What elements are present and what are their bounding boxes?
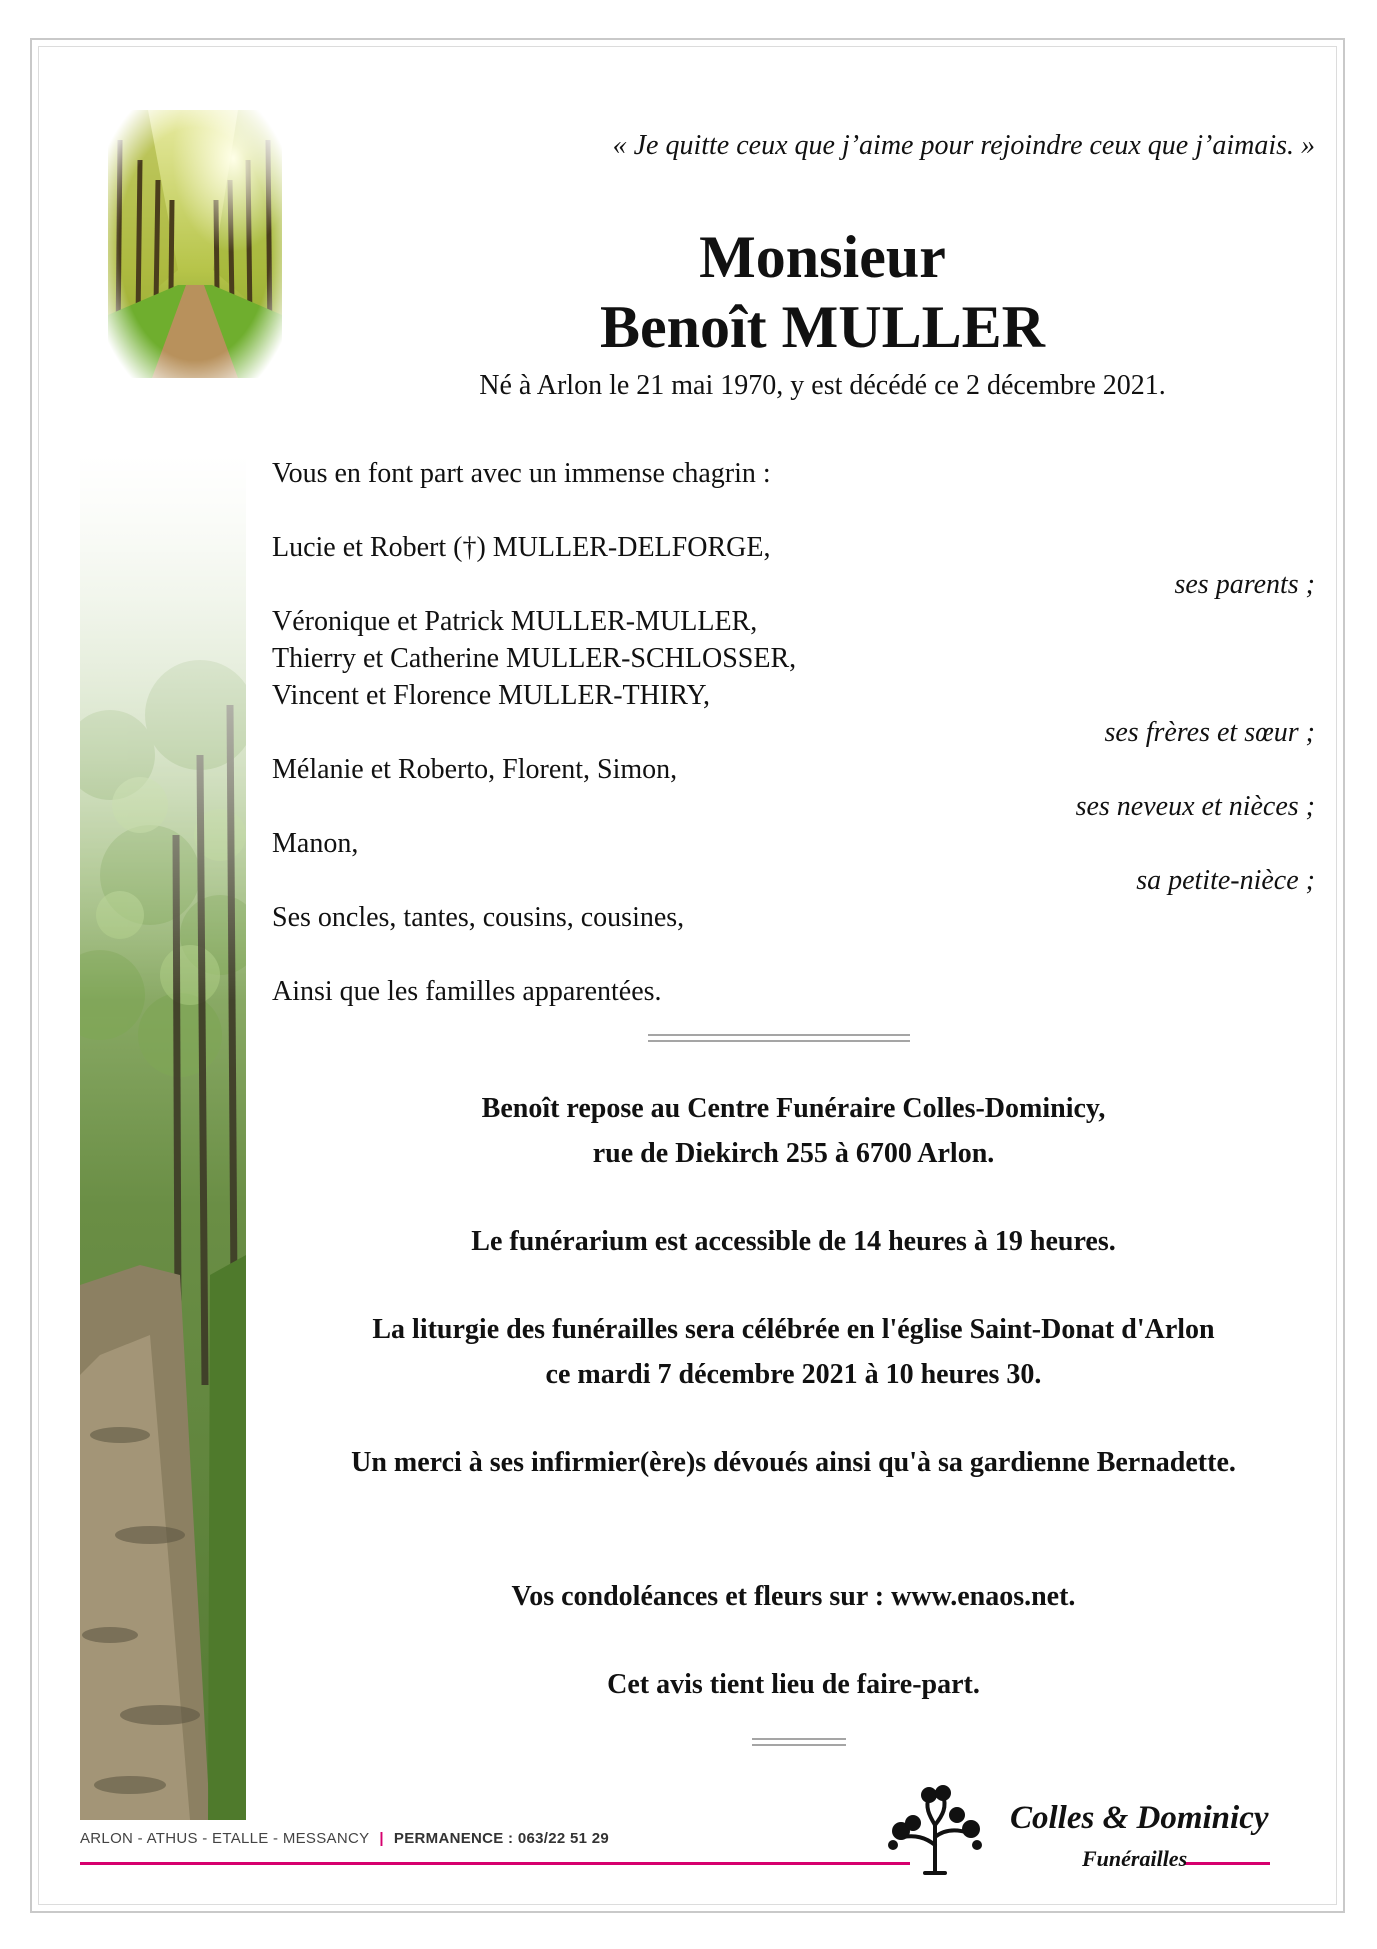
siblings-relation: ses frères et sœur ; <box>1104 717 1315 748</box>
liturgy-line-1: La liturgie des funérailles sera célébrée en l'église Saint-Donat d'Arlon <box>372 1314 1215 1345</box>
siblings-line-2: Thierry et Catherine MULLER-SCHLOSSER, <box>272 643 797 674</box>
siblings-line-1: Véronique et Patrick MULLER-MULLER, <box>272 606 758 637</box>
deceased-name <box>350 222 1295 362</box>
nephews-names: Mélanie et Roberto, Florent, Simon, <box>272 754 678 785</box>
divider-top <box>648 1034 910 1042</box>
avenue-photo <box>108 110 282 378</box>
siblings-line-3: Vincent et Florence MULLER-THIRY, <box>272 680 710 711</box>
grandniece-relation: sa petite-nièce ; <box>1136 865 1315 896</box>
visiting-hours: Le funérarium est accessible de 14 heures à 19 heures. <box>471 1226 1116 1257</box>
quote: « Je quitte ceux que j’aime pour rejoindre ceux que j’aimais. » <box>612 130 1315 161</box>
footer-accent-line-right <box>1185 1862 1270 1865</box>
thanks-line: Un merci à ses infirmier(ère)s dévoués ainsi qu'à sa gardienne Bernadette. <box>351 1447 1236 1478</box>
forest-path-photo <box>80 455 246 1820</box>
nephews-relation: ses neveux et nièces ; <box>1075 791 1315 822</box>
footer-separator: | <box>379 1830 384 1847</box>
notice-line: Cet avis tient lieu de faire-part. <box>607 1669 980 1700</box>
title-full-name: Benoît MULLER <box>599 294 1046 360</box>
parents-relation: ses parents ; <box>1174 569 1315 600</box>
birth-death-dates: Né à Arlon le 21 mai 1970, y est décédé ce 2 décembre 2021. <box>479 370 1166 401</box>
related-families: Ainsi que les familles apparentées. <box>272 976 662 1007</box>
condolences-line: Vos condoléances et fleurs sur : www.enaos.net. <box>511 1581 1076 1612</box>
footer-accent-line <box>80 1862 910 1865</box>
uncles-aunts: Ses oncles, tantes, cousins, cousines, <box>272 902 685 933</box>
parents-names: Lucie et Robert (†) MULLER-DELFORGE, <box>272 532 771 563</box>
brand-subtitle: Funérailles <box>1082 1846 1188 1871</box>
liturgy-line-2: ce mardi 7 décembre 2021 à 10 heures 30. <box>545 1359 1042 1390</box>
tree-icon <box>885 1785 985 1875</box>
footer-contact <box>80 1830 609 1847</box>
rest-line-1: Benoît repose au Centre Funéraire Colles-Dominicy, <box>481 1093 1106 1124</box>
grandniece-name: Manon, <box>272 828 359 859</box>
divider-bottom <box>752 1738 846 1746</box>
rest-line-2: rue de Diekirch 255 à 6700 Arlon. <box>592 1138 995 1169</box>
brand-name: Colles & Dominicy <box>1010 1800 1269 1836</box>
title-honorific: Monsieur <box>699 224 946 290</box>
family-intro: Vous en font part avec un immense chagrin : <box>272 458 771 489</box>
footer-locations: ARLON - ATHUS - ETALLE - MESSANCY <box>80 1830 370 1847</box>
family-list <box>272 455 1315 1015</box>
footer-permanence: PERMANENCE : 063/22 51 29 <box>393 1830 609 1847</box>
